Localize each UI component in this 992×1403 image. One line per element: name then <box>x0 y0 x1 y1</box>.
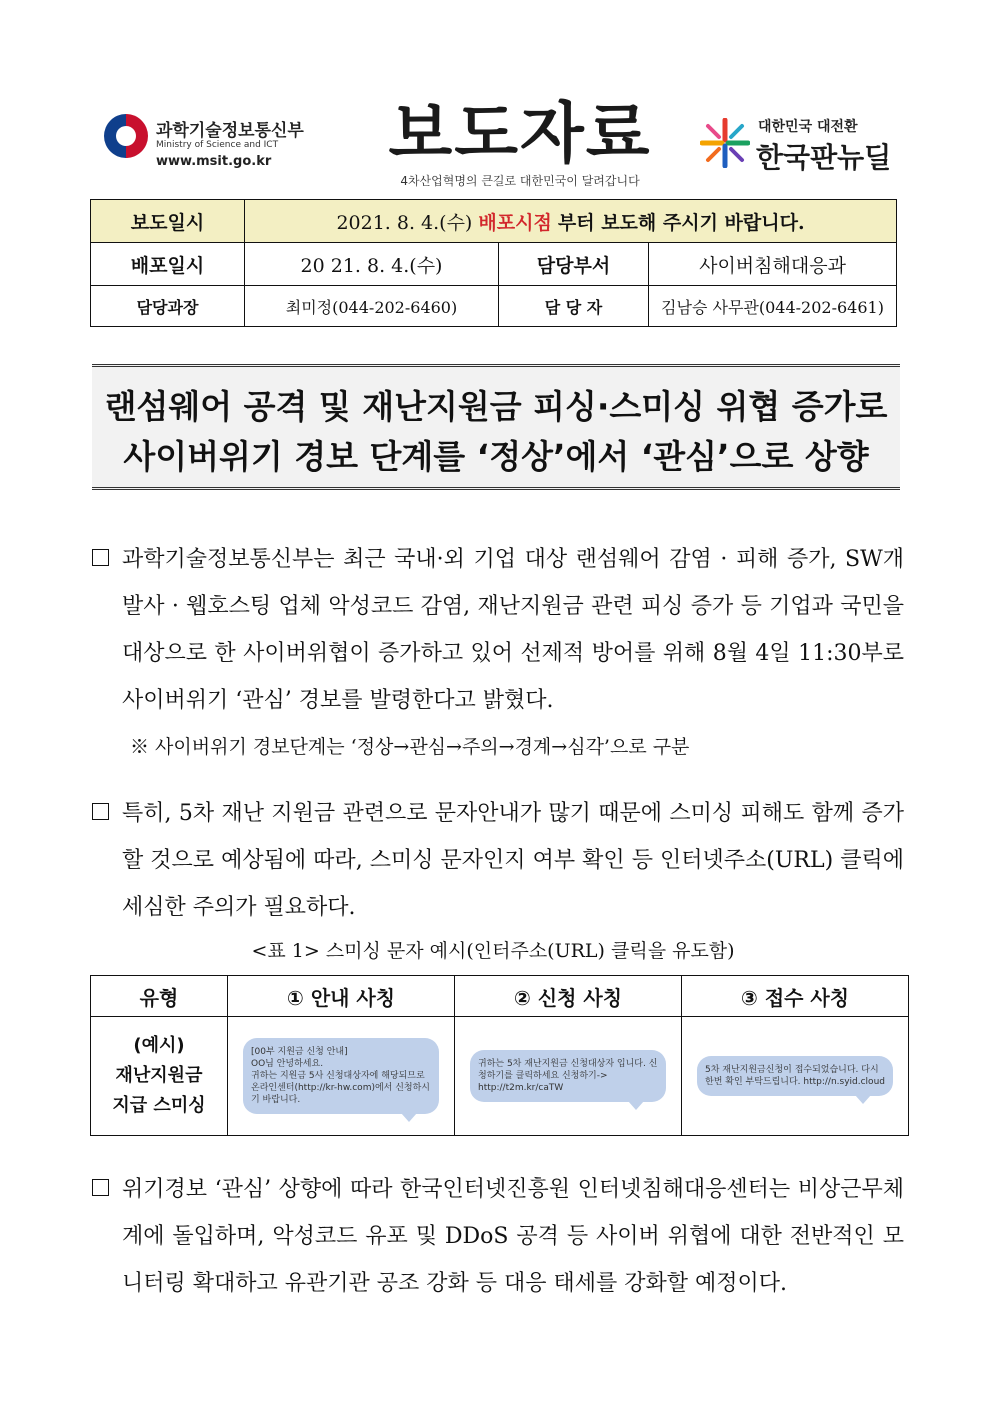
sms-bubble-3: 5차 재난지원금신청이 접수되었습니다. 다시한번 확인 부탁드립니다. http://n.syid.cloud <box>697 1056 893 1096</box>
checkbox-bullet-icon <box>92 1179 109 1196</box>
paragraph-3-text: 위기경보 ‘관심’ 상향에 따라 한국인터넷진흥원 인터넷침해대응센터는 비상근무체계에 돌입하며, 악성코드 유포 및 DDoS 공격 등 사이버 위협에 대한 전반적인 모니터링 확대하고 유관기관 공조 강화 등 대응 태세를 강화할 예정이다. <box>122 1177 904 1296</box>
paragraph-1-text: 과학기술정보통신부는 최근 국내·외 기업 대상 랜섬웨어 감염 · 피해 증가, SW개발사 · 웹호스팅 업체 악성코드 감염, 재난지원금 관련 피싱 증가 등 기업과 국민을 대상으로 한 사이버위협이 증가하고 있어 선제적 방어를 위해 8월 4일 11:30부로 사이버위기 ‘관심’ 경보를 발령한다고 밝혔다. <box>122 547 904 713</box>
department-label: 담당부서 <box>499 243 649 286</box>
release-time-value <box>245 200 897 243</box>
paragraph-1 <box>92 536 904 724</box>
headline-line-2: 사이버위기 경보 단계를 ‘정상’에서 ‘관심’으로 상향 <box>123 437 869 476</box>
sms-bubble-2: 귀하는 5차 재난지원금 신청대상자 입니다. 신청하기를 클릭하세요 신청하기-> http://t2m.kr/caTW <box>470 1050 666 1102</box>
new-deal-logo <box>700 114 900 176</box>
example-cell-3 <box>682 1017 909 1136</box>
release-emphasis: 배포시점 <box>478 211 552 234</box>
headline-box <box>92 364 900 490</box>
type-cell <box>91 1017 228 1136</box>
ministry-english-name: Ministry of Science and ICT <box>156 140 279 150</box>
example-cell-2 <box>455 1017 682 1136</box>
alert-level-note: ※ 사이버위기 경보단계는 ‘정상→관심→주의→경계→심각’으로 구분 <box>130 736 690 758</box>
release-info-table <box>90 199 897 327</box>
contact-label: 담 당 자 <box>499 286 649 327</box>
new-deal-star-icon <box>700 118 750 168</box>
type-line-2: 재난지원금 <box>115 1065 203 1086</box>
header-type: 유형 <box>91 976 228 1017</box>
smishing-example-table <box>90 975 909 1136</box>
paragraph-2-text: 특히, 5차 재난 지원금 관련으로 문자안내가 많기 때문에 스미싱 피해도 함께 증가할 것으로 예상됨에 따라, 스미싱 문자인지 여부 확인 등 인터넷주소(URL) 클릭에 세심한 주의가 필요하다. <box>122 801 904 920</box>
manager-label: 담당과장 <box>91 286 245 327</box>
ministry-url: www.msit.go.kr <box>156 154 272 169</box>
slogan: 4차산업혁명의 큰길로 대한민국이 달려갑니다 <box>400 174 640 188</box>
table-caption: <표 1> 스미싱 문자 예시(인터주소(URL) 클릭을 유도함) <box>251 940 735 962</box>
sms-bubble-1: [00부 지원금 신청 안내] OO님 안녕하세요. 귀하는 지원금 5사 신청대상자에 해당되므로 온라인센터(http://kr-hw.com)에서 신청하시기 바랍니다. <box>243 1038 439 1114</box>
checkbox-bullet-icon <box>92 803 109 820</box>
department-value: 사이버침해대응과 <box>649 243 897 286</box>
government-emblem-icon <box>104 114 148 158</box>
type-line-1: (예시) <box>133 1035 185 1056</box>
header-application-impersonation: ② 신청 사칭 <box>455 976 682 1017</box>
checkbox-bullet-icon <box>92 549 109 566</box>
release-time-label: 보도일시 <box>91 200 245 243</box>
manager-value: 최미정(044-202-6460) <box>245 286 499 327</box>
release-instruction: 부터 보도해 주시기 바랍니다. <box>557 211 805 234</box>
headline-line-1: 랜섬웨어 공격 및 재난지원금 피싱·스미싱 위협 증가로 <box>104 387 888 426</box>
contact-value: 김남승 사무관(044-202-6461) <box>649 286 897 327</box>
msit-logo <box>104 112 304 174</box>
distribution-label: 배포일시 <box>91 243 245 286</box>
distribution-date: 20 21. 8. 4.(수) <box>245 243 499 286</box>
ministry-name: 과학기술정보통신부 <box>156 121 304 141</box>
new-deal-name: 한국판뉴딜 <box>756 141 892 174</box>
release-date: 2021. 8. 4.(수) <box>336 211 473 234</box>
example-cell-1 <box>228 1017 455 1136</box>
header-receipt-impersonation: ③ 접수 사칭 <box>682 976 909 1017</box>
paragraph-2 <box>92 790 904 931</box>
paragraph-3 <box>92 1166 904 1307</box>
press-release-title: 보도자료 <box>388 95 652 172</box>
header-notice-impersonation: ① 안내 사칭 <box>228 976 455 1017</box>
type-line-3: 지급 스미싱 <box>112 1095 206 1116</box>
new-deal-tagline: 대한민국 대전환 <box>758 119 858 135</box>
